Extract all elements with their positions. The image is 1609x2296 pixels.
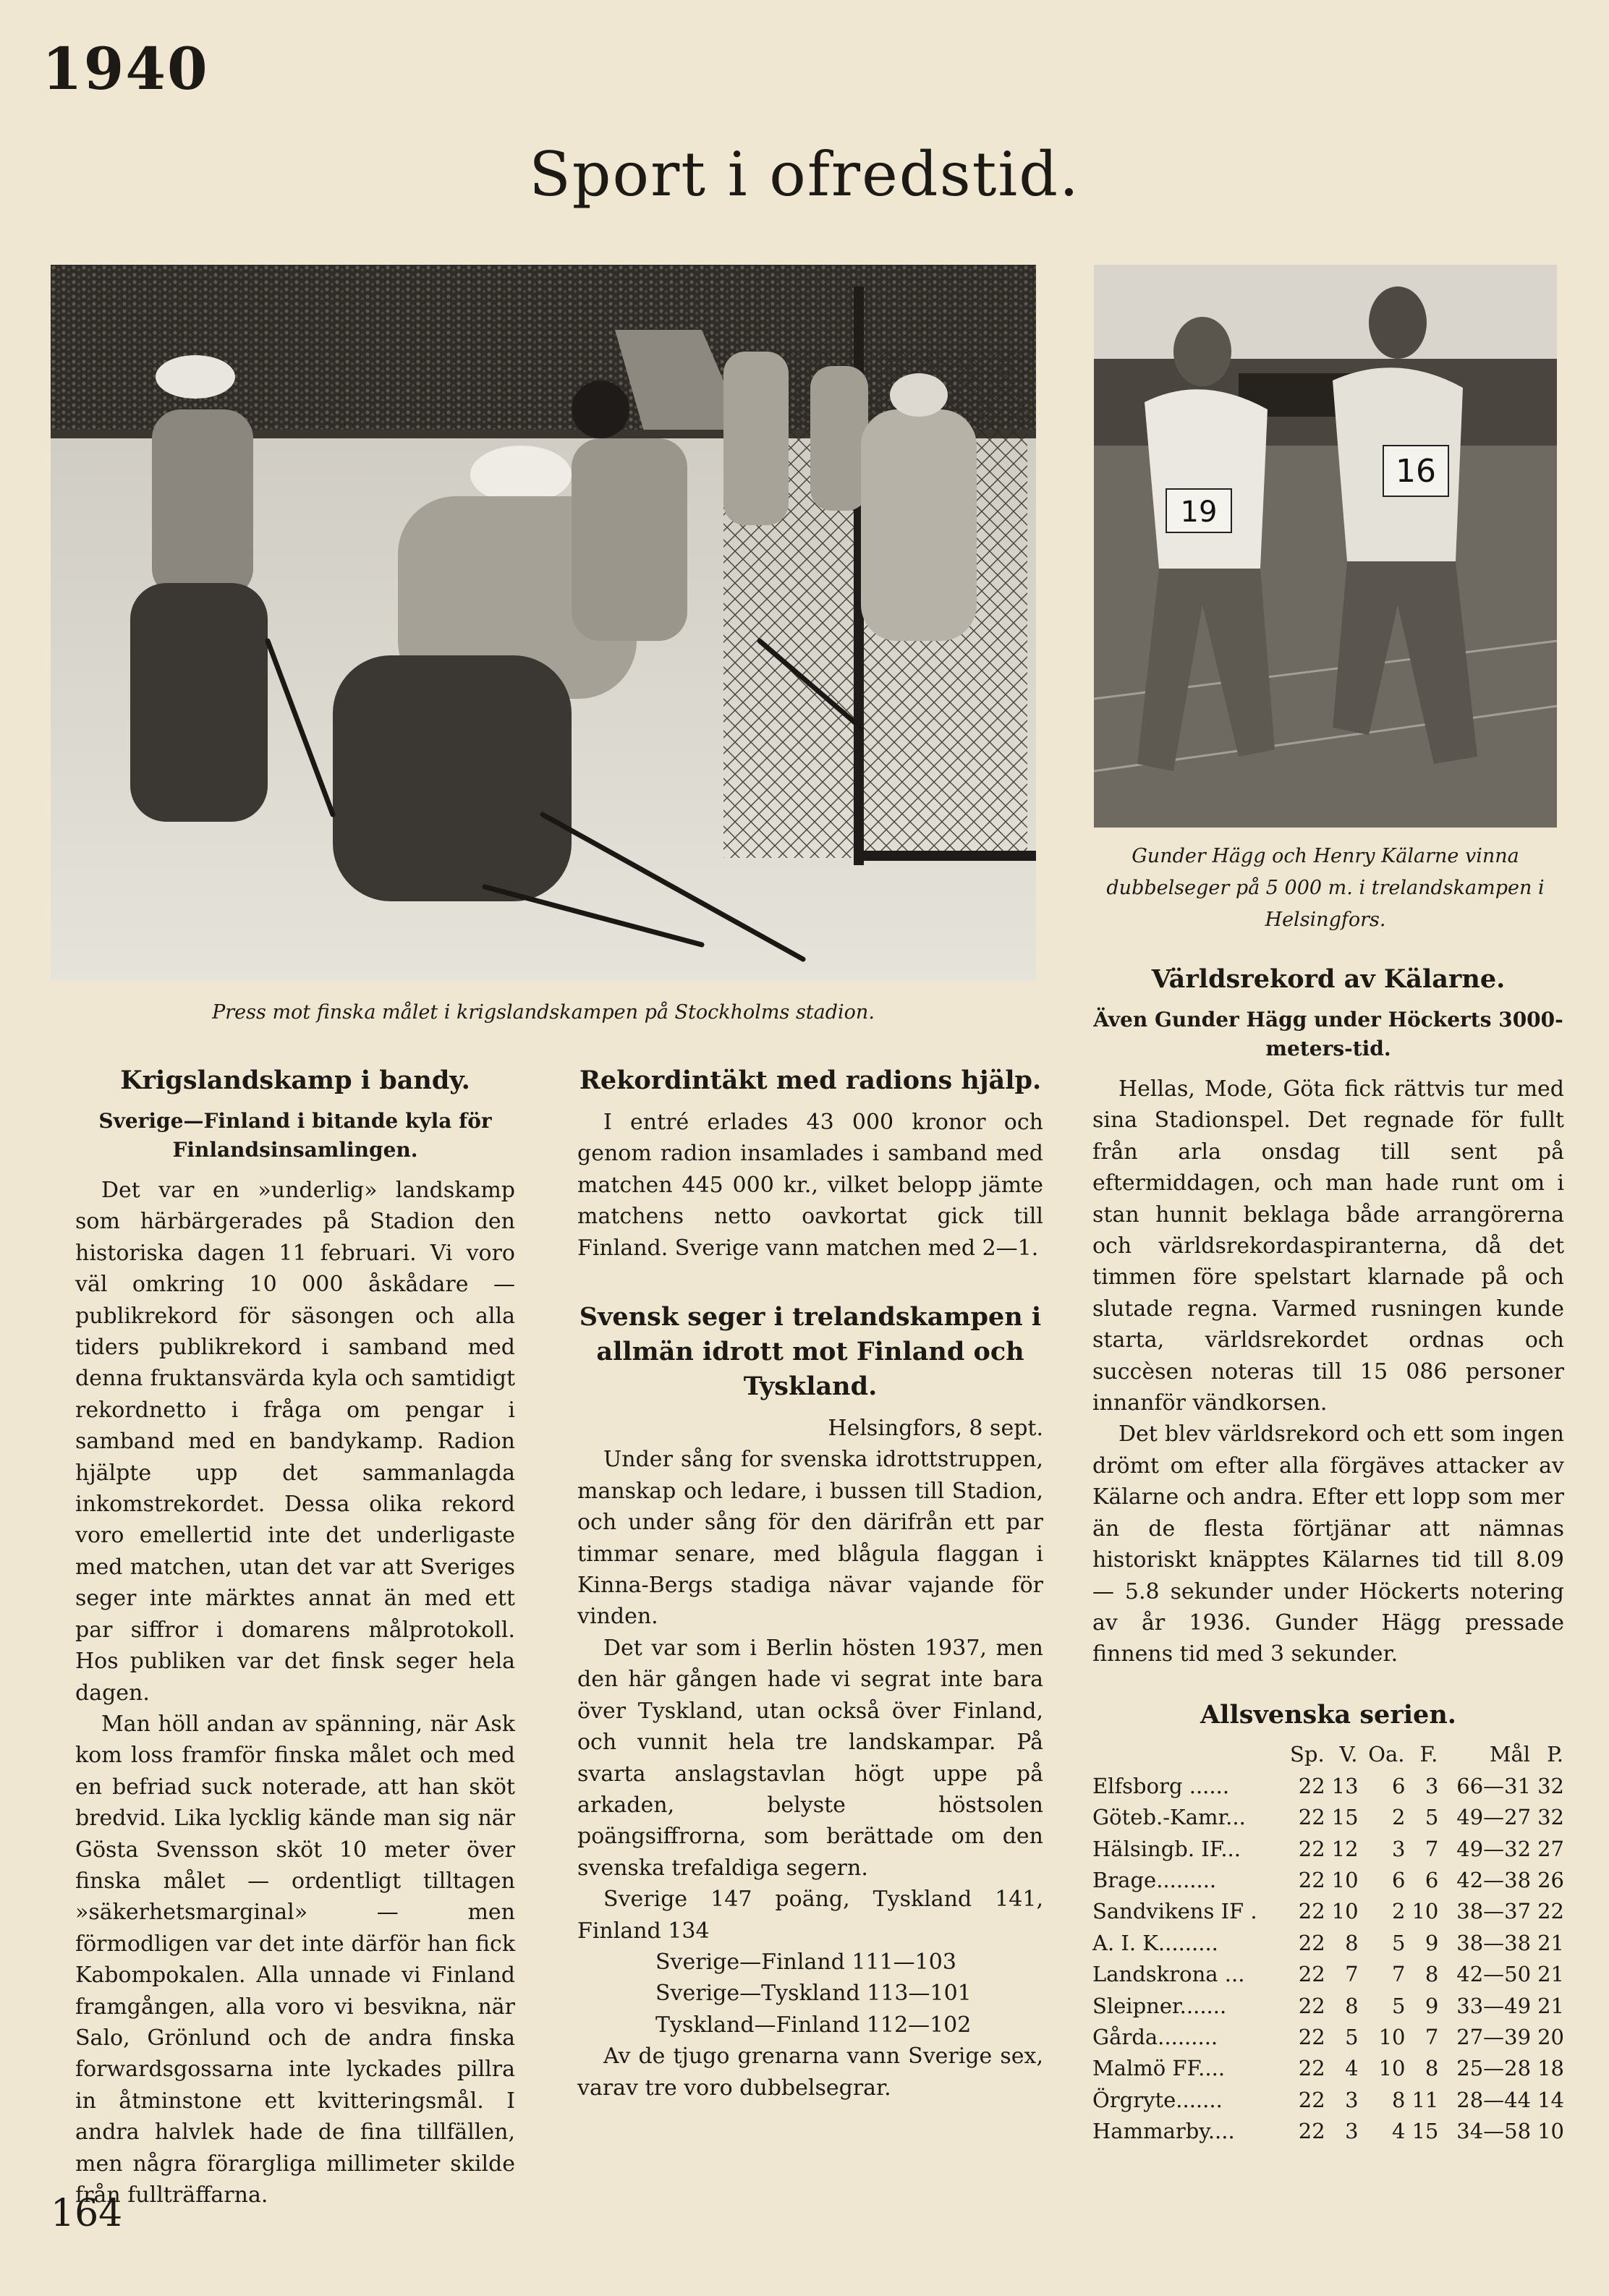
score-line-2: Sverige—Tyskland 113—101 — [655, 1981, 972, 2007]
bandy-photo — [51, 265, 1036, 981]
league-header-points: P. — [1547, 1741, 1563, 1766]
league-cell-lost: 5 — [1425, 1805, 1439, 1830]
league-cell-goals: 28—44 — [1456, 2087, 1532, 2112]
revenue-paragraph: I entré erlades 43 000 kronor och genom radion insamlades i samband med matchen 445 000 kr., vilket belopp jämte matchens netto oavkortat gick till Finland. Sverige vann matchen med 2—1. — [577, 1110, 1043, 1261]
score-line-3: Tyskland—Finland 112—102 — [655, 2012, 972, 2038]
league-cell-won: 3 — [1345, 2087, 1359, 2112]
trelandskamp-closing: Av de tjugo grenarna vann Sverige sex, varav tre voro dubbelsegrar. — [577, 2044, 1043, 2101]
league-cell-team: Hammarby.... — [1092, 2119, 1235, 2144]
column-bandy — [75, 1063, 515, 2211]
bandy-subheading: Sverige—Finland i bitande kyla för Finlandsinsamlingen. — [98, 1109, 492, 1162]
league-cell-won: 12 — [1331, 1836, 1359, 1861]
league-cell-drawn: 7 — [1392, 1962, 1406, 1987]
league-cell-won: 4 — [1345, 2056, 1359, 2081]
record-paragraph-1: Hellas, Mode, Göta fick rättvis tur med sina Stadionspel. Det regnade för fullt från arla onsdag till sent på eftermiddagen, och man hade runt om i stan hunnit beklaga både arrangörerna och världsrekordaspiranterna, då det timmen före spelstart klarnade på och slutade regna. Varmed rusningen kunde starta, världsrekordet ordnas och succèsen noteras till 15 086 personer innanför vändkorsen. — [1092, 1076, 1564, 1416]
league-cell-drawn: 5 — [1392, 1930, 1406, 1955]
league-cell-lost: 9 — [1425, 1930, 1439, 1955]
spacer — [577, 1264, 1043, 1300]
trelandskamp-heading: Svensk seger i trelandskampen i allmän idrott mot Finland och Tyskland. — [579, 1302, 1042, 1402]
league-cell-goals: 49—32 — [1456, 1836, 1532, 1861]
trelandskamp-paragraph-2: Det var som i Berlin hösten 1937, men den här gången hade vi segrat inte bara över Tyskland, utan också över Finland, och vunnit hela tre landskampar. På svarta anslagstavlan högt uppe på arkaden, belyste höstsolen poängsiffrorna, som berättade om den svenska trefaldiga segern. — [577, 1635, 1043, 1881]
league-cell-points: 20 — [1537, 2024, 1564, 2049]
table-row — [1092, 2053, 1564, 2084]
table-row — [1092, 1896, 1564, 1927]
league-cell-won: 8 — [1345, 1930, 1359, 1955]
trelandskamp-dateline: Helsingfors, 8 sept. — [828, 1416, 1043, 1442]
league-cell-drawn: 3 — [1392, 1836, 1406, 1861]
record-subheading: Även Gunder Hägg under Höckerts 3000-meters-tid. — [1093, 1008, 1563, 1060]
league-cell-points: 32 — [1537, 1773, 1564, 1798]
table-row — [1092, 1928, 1564, 1959]
league-cell-goals: 27—39 — [1456, 2024, 1532, 2049]
league-cell-won: 5 — [1345, 2024, 1359, 2049]
league-cell-points: 10 — [1537, 2119, 1564, 2144]
league-cell-played: 22 — [1298, 1962, 1325, 1987]
league-cell-team: Malmö FF.... — [1092, 2056, 1226, 2081]
table-row — [1092, 1802, 1564, 1833]
bib-right: 16 — [1396, 453, 1436, 490]
league-cell-goals: 66—31 — [1456, 1773, 1532, 1798]
league-cell-points: 21 — [1537, 1993, 1564, 2018]
league-cell-team: Elfsborg ...... — [1092, 1773, 1230, 1798]
league-cell-played: 22 — [1298, 1773, 1325, 1798]
league-cell-points: 18 — [1537, 2056, 1564, 2081]
league-cell-goals: 25—28 — [1456, 2056, 1532, 2081]
league-cell-team: Sandvikens IF . — [1092, 1899, 1257, 1924]
page-number: 164 — [51, 2192, 123, 2235]
league-cell-points: 32 — [1537, 1805, 1564, 1830]
trelandskamp-points: Sverige 147 poäng, Tyskland 141, Finland 134 — [577, 1887, 1043, 1944]
league-header-won: V. — [1339, 1741, 1358, 1766]
league-cell-drawn: 4 — [1392, 2119, 1406, 2144]
bandy-photo-caption: Press mot finska målet i krigslandskampen på Stockholms stadion. — [212, 1001, 875, 1024]
league-cell-drawn: 2 — [1392, 1899, 1406, 1924]
league-cell-won: 10 — [1331, 1867, 1359, 1892]
league-cell-drawn: 6 — [1392, 1867, 1406, 1892]
league-cell-won: 10 — [1331, 1899, 1359, 1924]
league-header-goals: Mål — [1489, 1741, 1531, 1766]
league-cell-lost: 8 — [1425, 2056, 1439, 2081]
league-cell-goals: 42—38 — [1456, 1867, 1532, 1892]
trelandskamp-paragraph-1: Under sång for svenska idrottstruppen, manskap och ledare, i bussen till Stadion, och under sång för den därifrån ett par timmar senare, med blågula flaggan i Kinna-Bergs stadiga nävar vajande för vinden. — [577, 1447, 1043, 1630]
league-cell-team: Brage......... — [1092, 1867, 1217, 1892]
league-cell-played: 22 — [1298, 2119, 1325, 2144]
league-cell-goals: 42—50 — [1456, 1962, 1532, 1987]
league-cell-team: Sleipner....... — [1092, 1993, 1227, 2018]
league-cell-played: 22 — [1298, 2056, 1325, 2081]
league-cell-won: 8 — [1345, 1993, 1359, 2018]
league-cell-points: 21 — [1537, 1962, 1564, 1987]
bib-left: 19 — [1180, 496, 1218, 529]
league-cell-lost: 9 — [1425, 1993, 1439, 2018]
league-cell-points: 22 — [1537, 1899, 1564, 1924]
league-cell-points: 14 — [1537, 2087, 1564, 2112]
table-row — [1092, 1865, 1564, 1896]
league-cell-played: 22 — [1298, 1899, 1325, 1924]
athletes-photo-image — [1094, 265, 1557, 828]
table-row — [1092, 2116, 1564, 2147]
column-middle — [577, 1063, 1043, 2104]
league-cell-points: 26 — [1537, 1867, 1564, 1892]
revenue-heading: Rekordintäkt med radions hjälp. — [579, 1066, 1042, 1095]
table-row — [1092, 1771, 1564, 1802]
bandy-photo-image — [51, 265, 1036, 981]
table-row — [1092, 2022, 1564, 2053]
league-cell-drawn: 10 — [1378, 2024, 1406, 2049]
league-table — [1092, 1738, 1564, 2148]
table-row — [1092, 2085, 1564, 2116]
column-right — [1092, 962, 1564, 2148]
league-cell-goals: 34—58 — [1456, 2119, 1532, 2144]
record-heading: Världsrekord av Kälarne. — [1151, 964, 1506, 994]
league-header-drawn: Oa. — [1368, 1741, 1405, 1766]
league-table-title: Allsvenska serien. — [1200, 1699, 1456, 1730]
league-cell-team: Örgryte....... — [1092, 2087, 1223, 2112]
year-label: 1940 — [42, 35, 209, 103]
bandy-heading: Krigslandskamp i bandy. — [120, 1066, 470, 1095]
league-cell-drawn: 6 — [1392, 1773, 1406, 1798]
league-cell-played: 22 — [1298, 2087, 1325, 2112]
league-cell-goals: 38—38 — [1456, 1930, 1532, 1955]
league-cell-won: 7 — [1345, 1962, 1359, 1987]
athletes-photo — [1094, 265, 1557, 828]
league-table-header — [1092, 1738, 1564, 1771]
league-cell-lost: 3 — [1425, 1773, 1439, 1798]
league-cell-team: A. I. K......... — [1092, 1930, 1218, 1955]
league-cell-lost: 11 — [1411, 2087, 1439, 2112]
league-cell-lost: 7 — [1425, 2024, 1439, 2049]
league-cell-team: Göteb.-Kamr... — [1092, 1805, 1246, 1830]
league-cell-goals: 38—37 — [1456, 1899, 1532, 1924]
league-cell-lost: 10 — [1411, 1899, 1439, 1924]
bandy-paragraph-1: Det var en »underlig» landskamp som härbärgerades på Stadion den historiska dagen 11 februari. Vi voro väl omkring 10 000 åskådare — publikrekord för säsongen och alla tiders publikrekord i samband med denna fruktansvärda kyla och samtidigt rekordnetto i fråga om pengar i samband med en bandykamp. Radion hjälpte upp det sammanlagda inkomstrekordet. Dessa olika rekord voro emellertid inte det underligaste med matchen, utan det var att Sveriges seger inte märktes annat än med ett par siffror i domarens målprotokoll. Hos publiken var det finsk seger hela dagen. — [75, 1178, 515, 1706]
league-cell-won: 15 — [1331, 1805, 1359, 1830]
league-cell-played: 22 — [1298, 1836, 1325, 1861]
league-cell-goals: 49—27 — [1456, 1805, 1532, 1830]
league-cell-won: 13 — [1331, 1773, 1359, 1798]
league-cell-played: 22 — [1298, 1805, 1325, 1830]
league-cell-drawn: 10 — [1378, 2056, 1406, 2081]
league-cell-played: 22 — [1298, 1930, 1325, 1955]
league-cell-played: 22 — [1298, 2024, 1325, 2049]
athletes-photo-caption: Gunder Hägg och Henry Kälarne vinna dubbelseger på 5 000 m. i trelandskampen i Helsingfors. — [1106, 845, 1545, 931]
league-cell-team: Landskrona ... — [1092, 1962, 1245, 1987]
league-header-lost: F. — [1419, 1741, 1438, 1766]
league-header-team — [1092, 1738, 1281, 1771]
table-row — [1092, 1959, 1564, 1990]
league-cell-team: Hälsingb. IF... — [1092, 1836, 1241, 1861]
league-cell-won: 3 — [1345, 2119, 1359, 2144]
league-cell-points: 27 — [1537, 1836, 1564, 1861]
league-cell-played: 22 — [1298, 1993, 1325, 2018]
league-cell-played: 22 — [1298, 1867, 1325, 1892]
score-line-1: Sverige—Finland 111—103 — [655, 1949, 956, 1975]
page-title: Sport i ofredstid. — [529, 139, 1080, 210]
league-cell-lost: 15 — [1411, 2119, 1439, 2144]
league-cell-drawn: 2 — [1392, 1805, 1406, 1830]
league-cell-goals: 33—49 — [1456, 1993, 1532, 2018]
league-cell-drawn: 8 — [1392, 2087, 1406, 2112]
league-cell-lost: 8 — [1425, 1962, 1439, 1987]
league-header-played: Sp. — [1290, 1741, 1325, 1766]
table-row — [1092, 1834, 1564, 1865]
league-cell-lost: 7 — [1425, 1836, 1439, 1861]
bandy-paragraph-2: Man höll andan av spänning, när Ask kom loss framför finska målet och med en befriad suck noterade, att han sköt bredvid. Lika lycklig kände man sig när Gösta Svensson sköt 10 meter över finska målet — ordentligt tilltagen »säkerhetsmarginal» — men förmodligen var det inte därför han fick Kabompokalen. Alla unnade vi Finland framgången, alla voro vi besvikna, när Salo, Grönlund och de andra finska forwardsgossarna inte lyckades pillra in åtminstone ett kvitteringsmål. I andra halvlek hade de fina tillfällen, men några förargliga millimeter skilde från fullträffarna. — [75, 1711, 515, 2208]
league-table-body — [1092, 1771, 1564, 2148]
league-cell-lost: 6 — [1425, 1867, 1439, 1892]
table-row — [1092, 1991, 1564, 2022]
league-cell-team: Gårda......... — [1092, 2024, 1218, 2049]
league-cell-points: 21 — [1537, 1930, 1564, 1955]
record-paragraph-2: Det blev världsrekord och ett som ingen drömt om efter alla förgäves attacker av Kälarne och andra. Efter ett lopp som mer än de flesta förtjänar att nämnas historiskt knäpptes Kälarnes tid till 8.09 — 5.8 sekunder under Höckerts notering av år 1936. Gunder Hägg pressade finnens tid med 3 sekunder. — [1092, 1421, 1564, 1667]
league-cell-drawn: 5 — [1392, 1993, 1406, 2018]
